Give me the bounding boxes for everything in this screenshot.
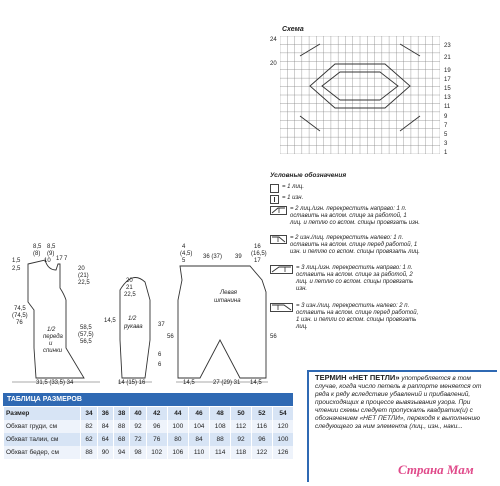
- fb-label-4: спинки: [43, 348, 63, 354]
- knitting-chart: [270, 26, 460, 156]
- tr-right1: 16: [254, 244, 261, 250]
- fb-neck-w2b: (9): [47, 251, 55, 257]
- fb-neck-d2: 17: [56, 256, 63, 262]
- tr-bottom: 27 (29) 31: [213, 380, 241, 386]
- chart-row-label-13: 13: [444, 95, 451, 101]
- sleeve-label-2: рукава: [124, 324, 143, 330]
- legend-item-cross-right-3: = 3 лиц./изн. перекрестить направо: 1 п. оставить на вспом. спице за работой, 2 лиц. и петлю со вспом. спицы провязать изн.: [270, 265, 420, 293]
- legend-item-cross-left-3: = 3 изн./лиц. перекрестить налево: 2 п. оставить на вспом. спице перед работой, 1 изн. и петли со вспом. спицы провязать лиц.: [270, 303, 420, 331]
- table-row: Размер 34 36 38 40 42 44 46 48 50 52 54: [4, 407, 294, 420]
- tr-bottom-right: 14,5: [250, 380, 262, 386]
- chart-title: Схема: [282, 26, 304, 33]
- fb-neck-w1b: (8): [33, 251, 41, 257]
- chart-row-label-24: 24: [270, 37, 277, 43]
- chart-row-label-5: 5: [444, 132, 448, 138]
- tr-top: 36 (37): [203, 254, 223, 260]
- table-row: Обхват талии, см 62 64 68 72 76 80 84 88 92 96 100: [4, 433, 294, 446]
- fb-label-1: 1/2: [47, 327, 56, 333]
- fb-neck-w1: 8,5: [33, 244, 42, 250]
- fb-label-2: переда: [43, 334, 63, 340]
- table-row: Обхват груди, см 82 84 88 92 96 100 104 108 112 116 120: [4, 420, 294, 433]
- fb-top-left2: 2,5: [12, 266, 21, 272]
- info-heading: ТЕРМИН «НЕТ ПЕТЛИ»: [315, 373, 400, 382]
- tr-top-left2: (4,5): [180, 251, 193, 257]
- fb-armhole2: (21): [78, 273, 89, 279]
- tr-right3: 17: [254, 258, 261, 264]
- sleeve-h1: 14,5: [104, 318, 116, 324]
- cross-right-2-1-icon: [270, 206, 287, 215]
- chart-row-label-17: 17: [444, 77, 451, 83]
- fb-top-left: 1,5: [12, 258, 21, 264]
- tr-label-1: Левая: [220, 290, 237, 296]
- legend-item-knit: = 1 лиц.: [270, 184, 412, 193]
- sleeve-h4: 6: [158, 362, 162, 368]
- fb-armhole1: 20: [78, 266, 85, 272]
- tr-label-2: штанина: [214, 298, 241, 304]
- sleeve-top2: 21: [126, 285, 133, 291]
- chart-row-label-23: 23: [444, 43, 451, 49]
- chart-row-label-21: 21: [444, 55, 451, 61]
- fb-h6: 56,5: [80, 339, 92, 345]
- legend-title: Условные обозначения: [270, 172, 347, 179]
- fb-neck-d3: 7: [64, 256, 68, 262]
- tr-right-h: 56: [270, 334, 277, 340]
- chart-row-label-15: 15: [444, 86, 451, 92]
- sleeve-top3: 22,5: [124, 292, 136, 298]
- chart-row-label-20: 20: [270, 61, 277, 67]
- knit-symbol-icon: [270, 184, 279, 193]
- sleeve-bottom: 14 (15) 16: [118, 380, 146, 386]
- fb-h4: 58,5: [80, 325, 92, 331]
- size-table-title: ТАБЛИЦА РАЗМЕРОВ: [3, 393, 293, 406]
- fb-h5: (57,5): [78, 332, 94, 338]
- chart-row-label-19: 19: [444, 68, 451, 74]
- fb-neck-w2: 8,5: [47, 244, 56, 250]
- sleeve-label-1: 1/2: [128, 316, 137, 322]
- fb-bottom: 31,5 (33,5) 34: [36, 380, 74, 386]
- chart-row-label-1: 1: [444, 150, 448, 156]
- table-row: Обхват бедер, см 88 90 94 98 102 106 110 114 118 122 126: [4, 446, 294, 459]
- chart-row-label-9: 9: [444, 114, 448, 120]
- fb-label-3: и: [49, 341, 53, 347]
- tr-top-right: 39: [235, 254, 242, 260]
- sleeve-h2: 37: [158, 322, 165, 328]
- purl-symbol-icon: [270, 195, 279, 204]
- chart-row-label-11: 11: [444, 104, 451, 110]
- legend-item-cross-right-2: = 2 лиц./изн. перекрестить направо: 1 п. оставить на вспом. спице за работой, 1 лиц. и петлю со вспом. спицы провязать изн.: [270, 206, 420, 227]
- watermark-logo: Страна Мам: [398, 462, 474, 477]
- fb-neck-d1: 10: [44, 258, 51, 264]
- legend-item-cross-left-2: = 2 изн./лиц. перекрестить налево: 1 п. оставить на вспом. спице перед работой, 1 изн. и петлю со вспом. спицы провязать лиц.: [270, 235, 420, 256]
- legend-item-purl: = 1 изн.: [270, 195, 412, 204]
- fb-h2: (74,5): [12, 313, 28, 319]
- tr-bottom-left: 14,5: [183, 380, 195, 386]
- fb-h3: 76: [16, 320, 23, 326]
- tr-left-h: 56: [167, 334, 174, 340]
- info-body: употребляется в том случае, когда число петель в раппорте меняется от ряда к ряду вследствие убавлений и прибавлений, происходящих в процессе вывязывания узора. При чтении схемы следует пропускать квадратик(и) с обозначением «НЕТ ПЕТЛИ», переходя к выполнению следующего за ним элемента (лиц., изн., наки...: [315, 375, 482, 430]
- sleeve-top1: 20: [126, 278, 133, 284]
- tr-top-left3: 5: [182, 258, 186, 264]
- fb-armhole3: 22,5: [78, 280, 90, 286]
- fb-h1: 74,5: [14, 306, 26, 312]
- sleeve-h3: 6: [158, 352, 162, 358]
- size-table: [3, 407, 293, 459]
- chart-row-label-7: 7: [444, 123, 448, 129]
- tr-top-left1: 4: [182, 244, 186, 250]
- tr-right2: (16,5): [251, 251, 267, 257]
- chart-row-label-3: 3: [444, 141, 448, 147]
- chart-grid: [280, 36, 440, 154]
- info-text: [315, 374, 491, 431]
